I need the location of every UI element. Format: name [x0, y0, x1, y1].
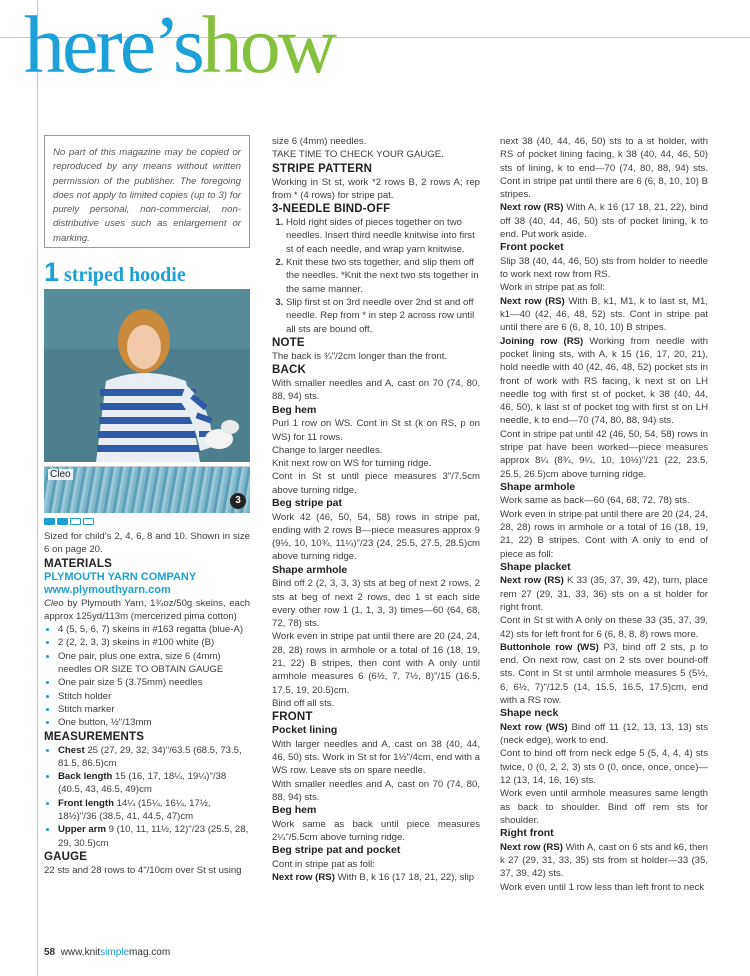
paragraph: The back is ¾"/2cm longer than the front.	[272, 350, 448, 362]
pattern-title	[44, 257, 186, 288]
paragraph: Next row (RS) With A, k 16 (17 18, 21, 22), bind off 38 (40, 44, 46, 50) sts of pocket lining, k to end. Put work aside.	[500, 202, 708, 241]
masthead	[24, 0, 335, 90]
paragraph: Cont to bind off from neck edge 5 (5, 4, 4, 4) sts twice, 0 (0, 2, 2, 3) sts 0 (0, once, once, once)—12 (13, 14, 16, 16) sts.	[500, 748, 708, 787]
paragraph: Joining row (RS) Working from needle with pocket lining sts, with A, k 15 (16, 17, 20, 21), hold needle with 40 (42, 46, 48, 52) pocket sts in front of work with RS facing, k next st on LH needle tog with first st of pocket, k 38 (40, 44, 46, 50), k last st of pocket tog with first st on LH needle, k to end—70 (74, 80, 88, 94) sts.	[500, 335, 708, 427]
measurements-heading: MEASUREMENTS	[44, 730, 145, 743]
paragraph: Next row (RS) K 33 (35, 37, 39, 42), turn, place rem 27 (29, 31, 33, 36) sts on a st holder for right front.	[500, 575, 708, 613]
subheading: Front pocket	[500, 241, 564, 254]
yarn-company: PLYMOUTH YARN COMPANY	[44, 570, 197, 583]
paragraph: With smaller needles and A, cast on 70 (74, 80, 88, 94) sts.	[272, 378, 480, 403]
paragraph: size 6 (4mm) needles.	[272, 136, 367, 147]
list-item: • One pair, plus one extra, size 6 (4mm) needles OR SIZE TO OBTAIN GAUGE	[58, 650, 250, 677]
column-1	[44, 530, 250, 877]
pattern-number: 1	[44, 257, 60, 287]
yarn-swatch	[44, 466, 250, 513]
paragraph: Bind off 2 (2, 3, 3, 3) sts at beg of next 2 rows, 2 sts at beg of next 2 rows, dec 1 st each side every other row 1 (1, 1, 3, 3) times—60 (64, 68, 72, 78) sts.	[272, 578, 480, 630]
gauge-heading: GAUGE	[44, 850, 88, 863]
yarn-label: Cleo	[50, 469, 71, 480]
paragraph: Buttonhole row (WS) P3, bind off 2 sts, p to end. On next row, cast on 2 sts over bound-off sts. Cont in St st until armhole measures 5 (5½, 6, 6½, 7)"/12.5 (14, 15.5, 16.5, 17.5)cm, end with a RS row.	[500, 641, 708, 707]
list-item: • Front length 14¼ (15¼, 16¼, 17½, 18½)"/36 (38.5, 41, 44.5, 47)cm	[58, 797, 250, 824]
measurements-list	[44, 744, 250, 850]
paragraph: next 38 (40, 44, 46, 50) sts to a st holder, with RS of pocket lining facing, k 38 (40, 44, 46, 50) sts of lining, k to end—70 (74, 80, 88, 94) sts. Cont in stripe pat until there are 6 (6, 8, 10, 10) B stripes.	[500, 136, 708, 201]
column-3	[500, 135, 708, 894]
stripe-heading: STRIPE PATTERN	[272, 162, 373, 175]
gauge-warning: TAKE TIME TO CHECK YOUR GAUGE.	[272, 149, 444, 161]
page-footer	[44, 947, 170, 958]
list-item: • One pair size 5 (3.75mm) needles	[58, 676, 250, 689]
paragraph: Work even in stripe pat until there are 20 (24, 24, 28, 28) rows in armhole or a total of 16 (18, 19, 21, 22) B stripes, then cont with A only until armhole measures 6 (6½, 7, 7½, 8)"/15 (16.5, 17.5, 19, 20.5)cm.	[272, 631, 480, 696]
subheading: Shape armhole	[272, 563, 348, 576]
materials-heading: MATERIALS	[44, 557, 113, 570]
sizes-text: Sized for child’s 2, 4, 6, 8 and 10. Shown in size 6 on page 20.	[44, 531, 250, 556]
paragraph: Work even until armhole measures same length as back to shoulder. Bind off rem sts for shoulder.	[500, 788, 708, 826]
yarn-description: Cleo by Plymouth Yarn, 1¾oz/50g skeins, each approx 125yd/113m (mercerized pima cotton)	[44, 597, 250, 622]
list-item: • Back length 15 (16, 17, 18¼, 19¼)"/38 (40.5, 43, 46.5, 49)cm	[58, 770, 250, 797]
note-heading: NOTE	[272, 336, 305, 349]
paragraph: Change to larger needles.	[272, 444, 383, 456]
paragraph: Knit next row on WS for turning ridge.	[272, 458, 432, 470]
masthead-part2: how	[201, 0, 335, 90]
copyright-notice: No part of this magazine may be copied or reproduced by any means without written permission of the publisher. The foregoing does not apply to limited copies (up to 3) for purely personal, non-commercial, non-distributive uses such as enlargement or marking.	[44, 135, 250, 248]
list-item: • 2 (2, 2, 3, 3) skeins in #100 white (B)	[58, 636, 250, 649]
subheading: Shape armhole	[500, 480, 576, 493]
list-item: • One button, ½"/13mm	[58, 716, 250, 729]
paragraph: Slip 38 (40, 44, 46, 50) sts from holder to needle to work next row from RS.	[500, 255, 708, 281]
list-item: • Chest 25 (27, 29, 32, 34)"/63.5 (68.5, 73.5, 81.5, 86.5)cm	[58, 744, 250, 771]
subheading: Beg stripe pat and pocket	[272, 844, 401, 857]
paragraph: Next row (RS) With B, k 16 (17 18, 21, 22), slip	[272, 872, 475, 884]
subheading: Pocket lining	[272, 724, 338, 737]
paragraph: Cont in stripe pat until 42 (46, 50, 54, 58) rows in stripe pat have been worked—piece measures approx 8¼ (8¾, 9¼, 10, 10½)"/21 (22, 23.5, 25.5, 26.5)cm above turning ridge.	[500, 428, 708, 480]
paragraph: Work even until 1 row less than left front to neck	[500, 881, 705, 893]
paragraph: Work 42 (46, 50, 54, 58) rows in stripe pat, ending with 2 rows B—piece measures approx 9 (9½, 10, 10¾, 11¼)"/23 (24, 25.5, 27.5, 28.5)cm above turning ridge.	[272, 511, 480, 563]
paragraph: Cont in St st with A only on these 33 (35, 37, 39, 42) sts for left front for 6 (6, 8, 8, 8) rows more.	[500, 615, 708, 640]
page-number: 58	[44, 947, 56, 958]
paragraph: Cont in St st until piece measures 3"/7.5cm above turning ridge.	[272, 471, 480, 496]
skill-level-icon	[44, 518, 94, 525]
yarn-weight-badge: 3	[230, 493, 246, 509]
footer-url[interactable]: www.knitsimplemag.com	[60, 947, 171, 958]
subheading: Right front	[500, 827, 554, 840]
list-item: • 4 (5, 5, 6, 7) skeins in #163 regatta (blue-A)	[58, 623, 250, 636]
paragraph: Bind off all sts.	[272, 697, 335, 709]
column-2	[272, 135, 480, 884]
bindoff-steps	[272, 216, 480, 336]
subheading: Beg hem	[272, 804, 317, 817]
list-item: 2. Knit these two sts together, and slip them off the needles. *Knit the next two sts together in the same manner.	[286, 256, 480, 296]
paragraph: Work same as back until piece measures 2¼"/5.5cm above turning ridge.	[272, 818, 480, 843]
list-item: 1. Hold right sides of pieces together on two needles. Insert third needle knitwise into first st of each needle, and wrap yarn knitwise.	[286, 216, 480, 256]
subheading: Beg stripe pat	[272, 497, 343, 510]
paragraph: Next row (RS) With B, k1, M1, k to last st, M1, k1—40 (42, 46, 48, 52) sts. Cont in stripe pat until there are 6 (6, 8, 10, 10) B stripes.	[500, 295, 708, 334]
bindoff-heading: 3-NEEDLE BIND-OFF	[272, 203, 391, 216]
paragraph: Next row (WS) Bind off 11 (12, 13, 13, 13) sts (neck edge), work to end.	[500, 721, 708, 747]
front-heading: FRONT	[272, 711, 313, 724]
paragraph: With smaller needles and A, cast on 70 (74, 80, 88, 94) sts.	[272, 778, 480, 803]
girl-photo-illustration	[44, 289, 250, 462]
hoodie-photo	[44, 289, 250, 462]
paragraph: Cont in stripe pat as foll:	[272, 858, 375, 870]
gauge-text: 22 sts and 28 rows to 4"/10cm over St st using	[44, 864, 242, 876]
paragraph: Work even in stripe pat until there are 20 (24, 24, 28, 28) rows in armhole or a total of 16 (18, 19, 21, 22) B stripes. Cont with A only to end of piece as foll:	[500, 508, 708, 560]
back-heading: BACK	[272, 364, 307, 377]
paragraph: Work same as back—60 (64, 68, 72, 78) sts.	[500, 495, 690, 507]
paragraph: Work in stripe pat as foll:	[500, 282, 605, 294]
paragraph: Purl 1 row on WS. Cont in St st (k on RS, p on WS) for 11 rows.	[272, 418, 480, 443]
margin-rule	[37, 0, 38, 976]
subheading: Beg hem	[272, 403, 317, 416]
list-item: • Stitch holder	[58, 690, 250, 703]
paragraph: Next row (RS) With A, cast on 6 sts and k6, then k 27 (29, 31, 33, 35) sts from st holder—33 (35, 37, 39, 42) sts.	[500, 841, 708, 880]
list-item: 3. Slip first st on 3rd needle over 2nd st and off needle. Rep from * in step 2 across row until all sts are bound off.	[286, 296, 480, 336]
paragraph: Working in St st, work *2 rows B, 2 rows A; rep from * (4 rows) for stripe pat.	[272, 176, 480, 201]
masthead-part1: here’s	[24, 0, 202, 90]
list-item: • Upper arm 9 (10, 11, 11½, 12)"/23 (25.5, 28, 29, 30.5)cm	[58, 823, 250, 850]
subheading: Shape neck	[500, 707, 559, 720]
materials-list	[44, 623, 250, 729]
pattern-name: striped hoodie	[64, 264, 186, 286]
yarn-company-url: www.plymouthyarn.com	[44, 583, 171, 596]
list-item: • Stitch marker	[58, 703, 250, 716]
subheading: Shape placket	[500, 560, 571, 573]
paragraph: With larger needles and A, cast on 38 (40, 44, 46, 50) sts. Work in St st for 1½"/4cm, end with a WS row. Leave sts on spare needle.	[272, 738, 480, 777]
